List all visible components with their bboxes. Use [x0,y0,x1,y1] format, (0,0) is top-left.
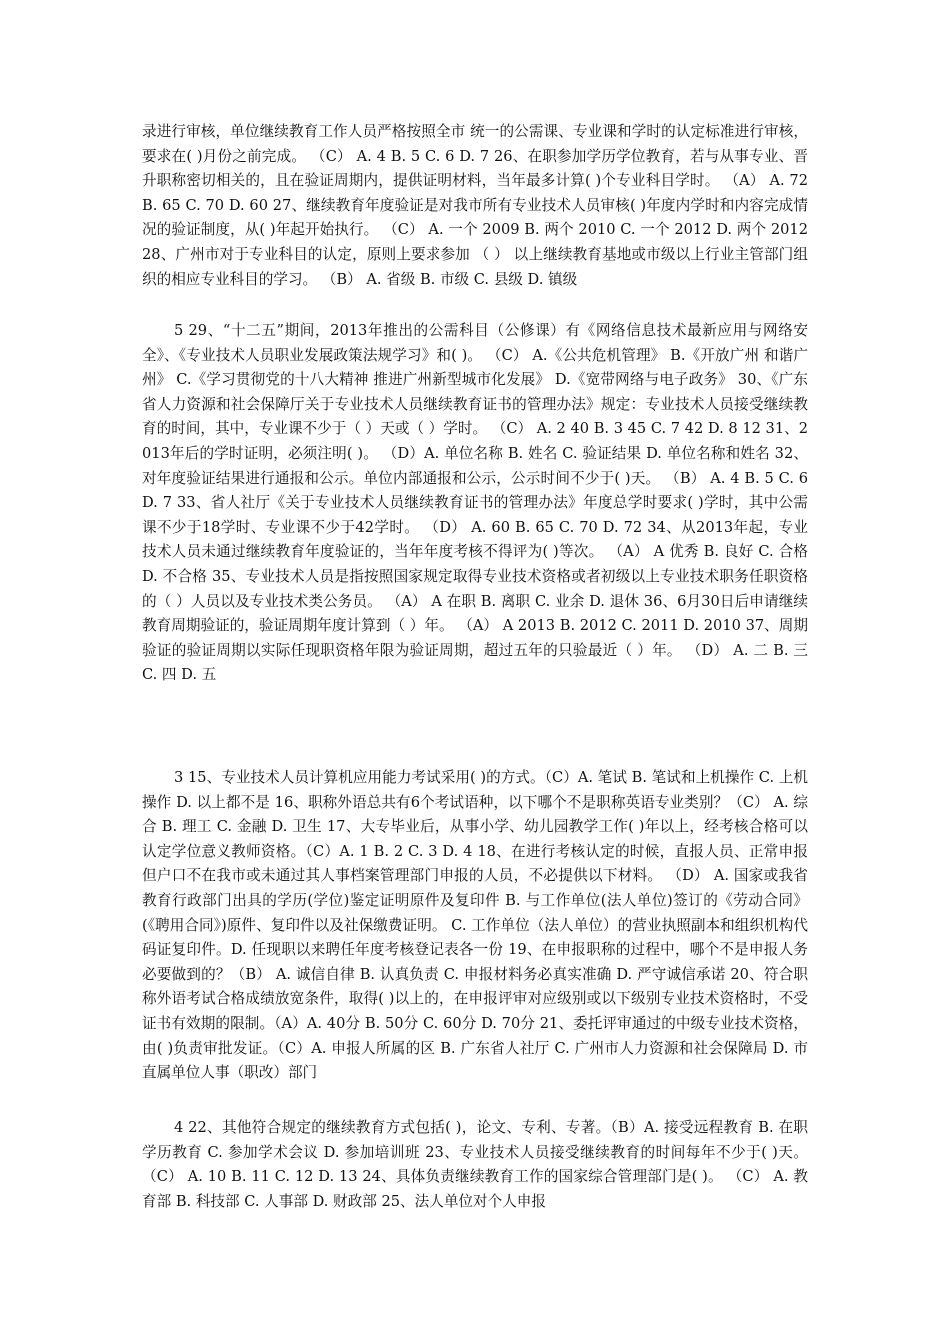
paragraph-questions-22-25: 4 22、其他符合规定的继续教育方式包括( )，论文、专利、专著。（B）A. 接受远程教育 B. 在职学历教育 C. 参加学术会议 D. 参加培训班 23、专业技术人员接受继续教育的时间每年不少于( )天。 （C） A. 10 B. 11 C. 12 D. 13 24、具体负责继续教育工作的国家综合管理部门是( )。 （C） A. 教育部 B. 科技部 C. 人事部 D. 财政部 25、法人单位对个人申报 [142,1119,808,1210]
paragraph-questions-29-37: 5 29、“十二五”期间，2013年推出的公需科目（公修课）有《网络信息技术最新应用与网络安全》、《专业技术人员职业发展政策法规学习》和( )。 （C） A.《公共危机管理》 B.《开放广州 和谐广州》 C.《学习贯彻党的十八大精神 推进广州新型城市化发展》 D.《宽带网络与电子政务》 30、《广东省人力资源和社会保障厅关于专业技术人员继续教育证书的管理办法》规定：专业技术人员接受继续教育的时间，其中，专业课不少于（ ）天或（ ）学时。 （C） A. 2 40 B. 3 45 C. 7 42 D. 8 12 31、2013年后的学时证明，必须注明( )。 （D）A. 单位名称 B. 姓名 C. 验证结果 D. 单位名称和姓名 32、对年度验证结果进行通报和公示。单位内部通报和公示，公示时间不少于( )天。 （B） A. 4 B. 5 C. 6 D. 7 33、省人社厅《关于专业技术人员继续教育证书的管理办法》年度总学时要求( )学时，其中公需课不少于18学时、专业课不少于42学时。 （D） A. 60 B. 65 C. 70 D. 72 34、从2013年起，专业技术人员未通过继续教育年度验证的，当年年度考核不得评为( )等次。 （A） A 优秀 B. 良好 C. 合格 D. 不合格 35、专业技术人员是指按照国家规定取得专业技术资格或者初级以上专业技术职务任职资格的（ ）人员以及专业技术类公务员。 （A） A 在职 B. 离职 C. 业余 D. 退休 36、6月30日后申请继续教育周期验证的，验证周期年度计算到（ ）年。 （A） A 2013 B. 2012 C. 2011 D. 2010 37、周期验证的验证周期以实际任现职资格年限为验证周期，超过五年的只验最近（ ）年。 （D） A. 二 B. 三 C. 四 D. 五 [142,322,808,684]
paragraph-questions-15-21: 3 15、专业技术人员计算机应用能力考试采用( )的方式。（C）A. 笔试 B. 笔试和上机操作 C. 上机操作 D. 以上都不是 16、职称外语总共有6个考试语种，以下哪个不是职称英语专业类别？（C） A. 综合 B. 理工 C. 金融 D. 卫生 17、大专毕业后，从事小学、幼儿园教学工作( )年以上，经考核合格可以认定学位意义教师资格。（C）A. 1 B. 2 C. 3 D. 4 18、在进行考核认定的时候，直报人员、正常申报但户口不在我市或未通过其人事档案管理部门申报的人员，不必提供以下材料。 （D） A. 国家或我省教育行政部门出具的学历(学位)鉴定证明原件及复印件 B. 与工作单位(法人单位)签订的《劳动合同》(《聘用合同》)原件、复印件以及社保缴费证明。 C. 工作单位（法人单位）的营业执照副本和组织机构代码证复印件。D. 任现职以来聘任年度考核登记表各一份 19、在申报职称的过程中，哪个不是申报人务必要做到的？（B） A. 诚信自律 B. 认真负责 C. 申报材料务必真实准确 D. 严守诚信承诺 20、符合职称外语考试合格成绩放宽条件，取得( )以上的，在申报评审对应级别或以下级别专业技术资格时，不受证书有效期的限制。（A）A. 40分 B. 50分 C. 60分 D. 70分 21、委托评审通过的中级专业技术资格，由( )负责审批发证。（C）A. 申报人所属的区 B. 广东省人社厅 C. 广州市人力资源和社会保障局 D. 市直属单位人事（职改）部门 [142,769,808,1082]
paragraph-questions-25-28: 录进行审核，单位继续教育工作人员严格按照全市 统一的公需课、专业课和学时的认定标准进行审核，要求在( )月份之前完成。 （C） A. 4 B. 5 C. 6 D. 7 26、在职参加学历学位教育，若与从事专业、晋升职称密切相关的，且在验证周期内，提供证明材料，当年最多计算( )个专业科目学时。 （A） A. 72 B. 65 C. 70 D. 60 27、继续教育年度验证是对我市所有专业技术人员审核( )年度内学时和内容完成情况的验证制度，从( )年起开始执行。 （C） A. 一个 2009 B. 两个 2010 C. 一个 2012 D. 两个 2012 28、广州市对于专业科目的认定，原则上要求参加 （ ） 以上继续教育基地或市级以上行业主管部门组织的相应专业科目的学习。 （B） A. 省级 B. 市级 C. 县级 D. 镇级 [142,123,808,288]
